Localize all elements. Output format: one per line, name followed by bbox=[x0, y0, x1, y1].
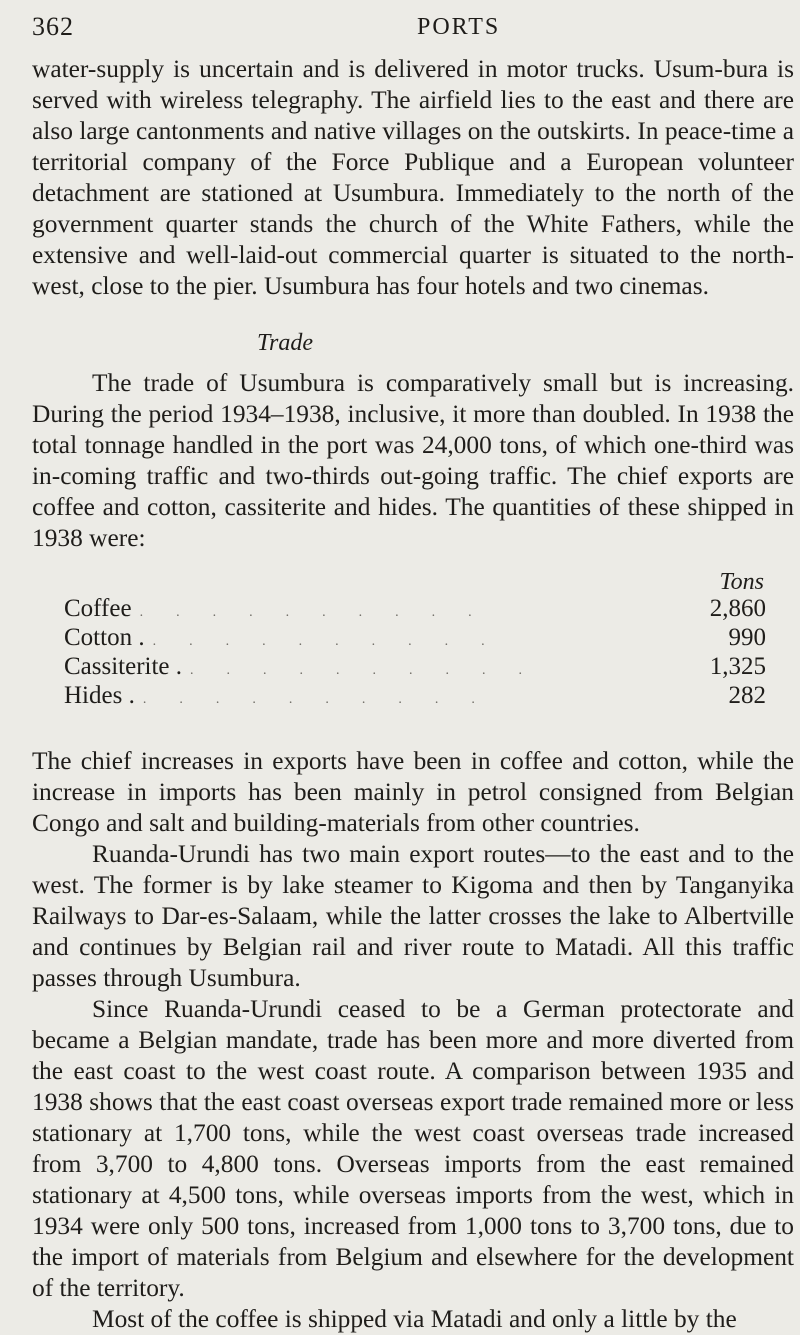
paragraph-coffee-shipping: Most of the coffee is shipped via Matadi and only a little by the bbox=[92, 1305, 737, 1333]
table-row-value: 990 bbox=[728, 624, 766, 651]
table-row-value: 2,860 bbox=[709, 595, 766, 622]
running-title: PORTS bbox=[417, 14, 501, 40]
leader-dots: .......... bbox=[190, 663, 556, 678]
table-row bbox=[64, 654, 766, 683]
paragraph-usumbura-facilities: water-supply is uncertain and is delivered in motor trucks. Usum-bura is served with wireless telegraphy. The airfield lies to the east and there are also large cantonments and native villages on the outskirts. In peace-time a territorial company of the Force Publique and a European volunteer detachment are stationed at Usumbura. Immediately to the north of the government quarter stands the church of the White Fathers, while the extensive and well-laid-out commercial quarter is situated to the north-west, close to the pier. Usumbura has four hotels and two cinemas. bbox=[32, 55, 794, 300]
exports-table bbox=[64, 568, 766, 712]
table-row bbox=[64, 625, 766, 654]
leader-dots: .......... bbox=[152, 634, 518, 649]
leader-dots: .......... bbox=[139, 605, 505, 620]
table-row-label: Hides . bbox=[64, 682, 135, 709]
section-heading-text: Trade bbox=[257, 330, 314, 356]
paragraph-trade-diversion: Since Ruanda-Urundi ceased to be a German protectorate and became a Belgian mandate, trade has been more and more diverted from the east coast to the west coast route. A comparison between 1935 and 1938 shows that the east coast overseas export trade remained more or less stationary at 1,700 tons, while the west coast overseas trade increased from 3,700 to 4,800 tons. Overseas imports from the east remained stationary at 4,500 tons, while overseas imports from the west, which in 1934 were only 500 tons, increased from 1,000 tons to 3,700 tons, due to the import of materials from Belgium and elsewhere for the development of the territory. bbox=[32, 995, 794, 1302]
table-row-label: Coffee bbox=[64, 595, 132, 622]
table-row bbox=[64, 596, 766, 625]
table-row-value: 282 bbox=[728, 682, 766, 709]
table-row-label: Cassiterite . bbox=[64, 653, 183, 680]
paragraph-trade-overview: The trade of Usumbura is comparatively small but is increasing. During the period 1934–1938, inclusive, it more than doubled. In 1938 the total tonnage handled in the port was 24,000 tons, of which one-third was in-coming traffic and two-thirds out-going traffic. The chief exports are coffee and cotton, cassiterite and hides. The quantities of these shipped in 1938 were: bbox=[32, 369, 794, 552]
section-heading-trade bbox=[32, 328, 794, 359]
table-row bbox=[64, 683, 766, 712]
paragraph-export-increases: The chief increases in exports have been in coffee and cotton, while the increase in imports has been mainly in petrol consigned from Belgian Congo and salt and building-materials from other countries. bbox=[32, 747, 794, 837]
exports-table-unit-header: Tons bbox=[719, 569, 764, 595]
paragraph-export-routes: Ruanda-Urundi has two main export routes—to the east and to the west. The former is by lake steamer to Kigoma and then by Tanganyika Railways to Dar-es-Salaam, while the latter crosses the lake to Albertville and continues by Belgian rail and river route to Matadi. All this traffic passes through Usumbura. bbox=[32, 840, 794, 992]
page-number: 362 bbox=[32, 12, 74, 41]
running-head bbox=[32, 12, 794, 54]
table-row-label: Cotton . bbox=[64, 624, 145, 651]
leader-dots: .......... bbox=[142, 692, 508, 707]
table-row-value: 1,325 bbox=[709, 653, 766, 680]
